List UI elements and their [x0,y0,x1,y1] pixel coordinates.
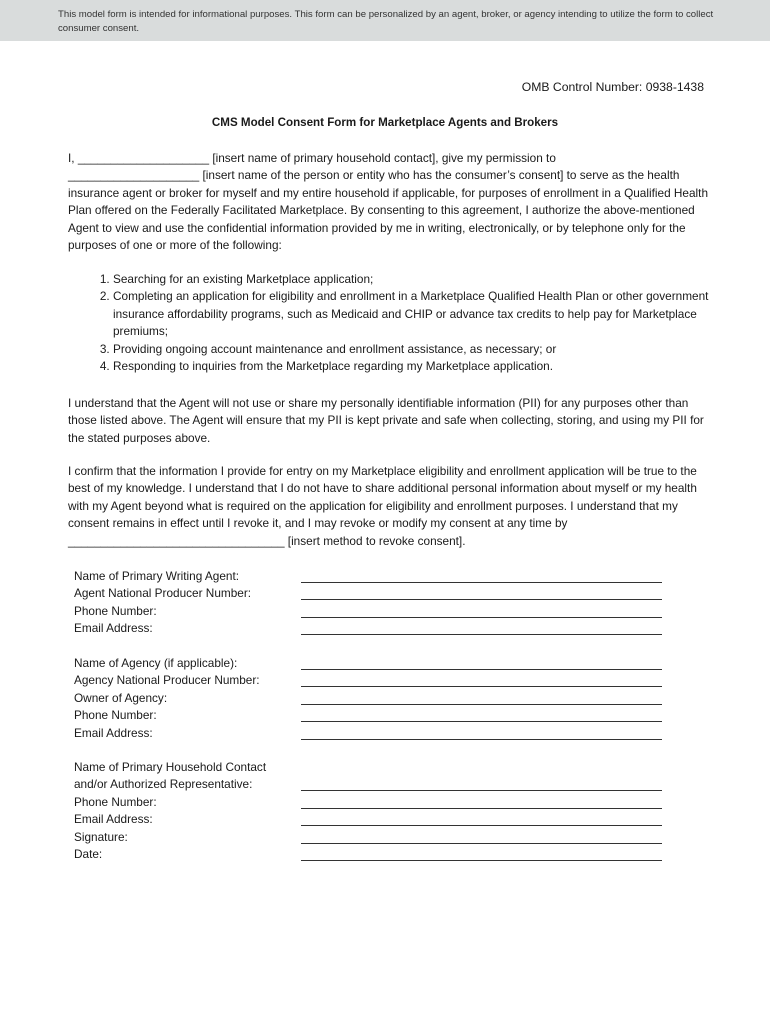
field-label: Email Address: [74,812,153,827]
field-label: Agent National Producer Number: [74,586,252,601]
field-row [74,811,662,828]
field-row [74,568,662,585]
agency-npn-field[interactable] [301,673,662,687]
field-row [74,707,662,724]
field-row [74,846,662,863]
field-row [74,585,662,602]
field-row [74,603,662,620]
field-label: Email Address: [74,725,153,740]
field-label: Name of Agency (if applicable): [74,656,238,670]
field-label: Owner of Agency: [74,690,168,705]
household-contact-field[interactable] [301,777,662,791]
agency-owner-field[interactable] [301,691,662,705]
date-field[interactable] [301,847,662,861]
field-label: Email Address: [74,621,153,636]
household-email-field[interactable] [301,812,662,826]
household-phone-field[interactable] [301,795,662,809]
omb-control-number: OMB Control Number: 0938-1438 [521,80,704,94]
field-label: Phone Number: [74,794,157,809]
agent-name-field[interactable] [301,569,662,583]
purpose-list [68,271,753,375]
household-info-group [74,759,662,863]
agent-phone-field[interactable] [301,604,662,618]
list-item: 2. Completing an application for eligibility and enrollment in a Marketplace Qualified Health Plan or other government insurance affordability programs, such as Medicaid and CHIP or advance tax credits to help pay for Marketplace premiums; [113,288,753,340]
list-item: 3. Providing ongoing account maintenance and enrollment assistance, as necessary; or [113,341,753,358]
pii-paragraph: I understand that the Agent will not use or share my personally identifiable information (PII) for any purposes other than those listed above. The Agent will ensure that my PII is kept private and safe when collecting, storing, and using my PII for the stated purposes above. [68,396,704,445]
field-row [74,759,662,776]
consent-paragraph-1-line-b: ____________________ [insert name of the person or entity who has the consumer’s consent] to serve as the health insurance agent or broker for myself and my entire household if applicable, for purposes of enrollment in a Qualified Health Plan offered on the Federally Facilitated Marketplace. By consenting to this agreement, I authorize the above-mentioned Agent to view and use the confidential information provided by me in writing, electronically, or by telephone only for the purposes of one or more of the following: [68,168,709,253]
form-title: CMS Model Consent Form for Marketplace Agents and Brokers [211,116,559,129]
field-label: Name of Primary Writing Agent: [74,569,239,583]
field-row [74,794,662,811]
agency-info-group [74,655,662,742]
field-label: Phone Number: [74,708,157,723]
field-row [74,776,662,793]
field-row [74,725,662,742]
field-row [74,620,662,637]
confirmation-paragraph: I confirm that the information I provide for entry on my Marketplace eligibility and enrollment application will be true to the best of my knowledge. I understand that I do not have to share additional personal information about myself or my health with my Agent beyond what is required on the application for eligibility and enrollment purposes. I understand that my consent remains in effect until I revoke it, and I may revoke or modify my consent at any time by _________________________________ [insert method to revoke consent]. [68,464,697,548]
disclaimer-banner: This model form is intended for informational purposes. This form can be personalized by an agent, broker, or agency intending to utilize the form to collect consumer consent. [0,0,770,41]
field-row [74,690,662,707]
agency-email-field[interactable] [301,726,662,740]
signature-field[interactable] [301,830,662,844]
list-item: 4. Responding to inquiries from the Marketplace regarding my Marketplace application. [113,358,753,375]
field-label: Date: [74,846,103,861]
agent-npn-field[interactable] [301,586,662,600]
field-row [74,672,662,689]
field-label: and/or Authorized Representative: [74,777,253,792]
agent-email-field[interactable] [301,621,662,635]
list-item: 1. Searching for an existing Marketplace application; [113,271,753,288]
field-row [74,829,662,846]
agency-phone-field[interactable] [301,708,662,722]
consent-paragraph-1 [68,150,708,254]
agent-info-group [74,568,662,638]
consent-paragraph-1-line-a: I, ____________________ [insert name of primary household contact], give my permission to [68,151,556,165]
field-label: Signature: [74,829,128,844]
field-label: Agency National Producer Number: [74,673,260,688]
field-label: Phone Number: [74,603,157,618]
field-label: Name of Primary Household Contact [74,760,267,774]
field-row [74,655,662,672]
agency-name-field[interactable] [301,656,662,670]
